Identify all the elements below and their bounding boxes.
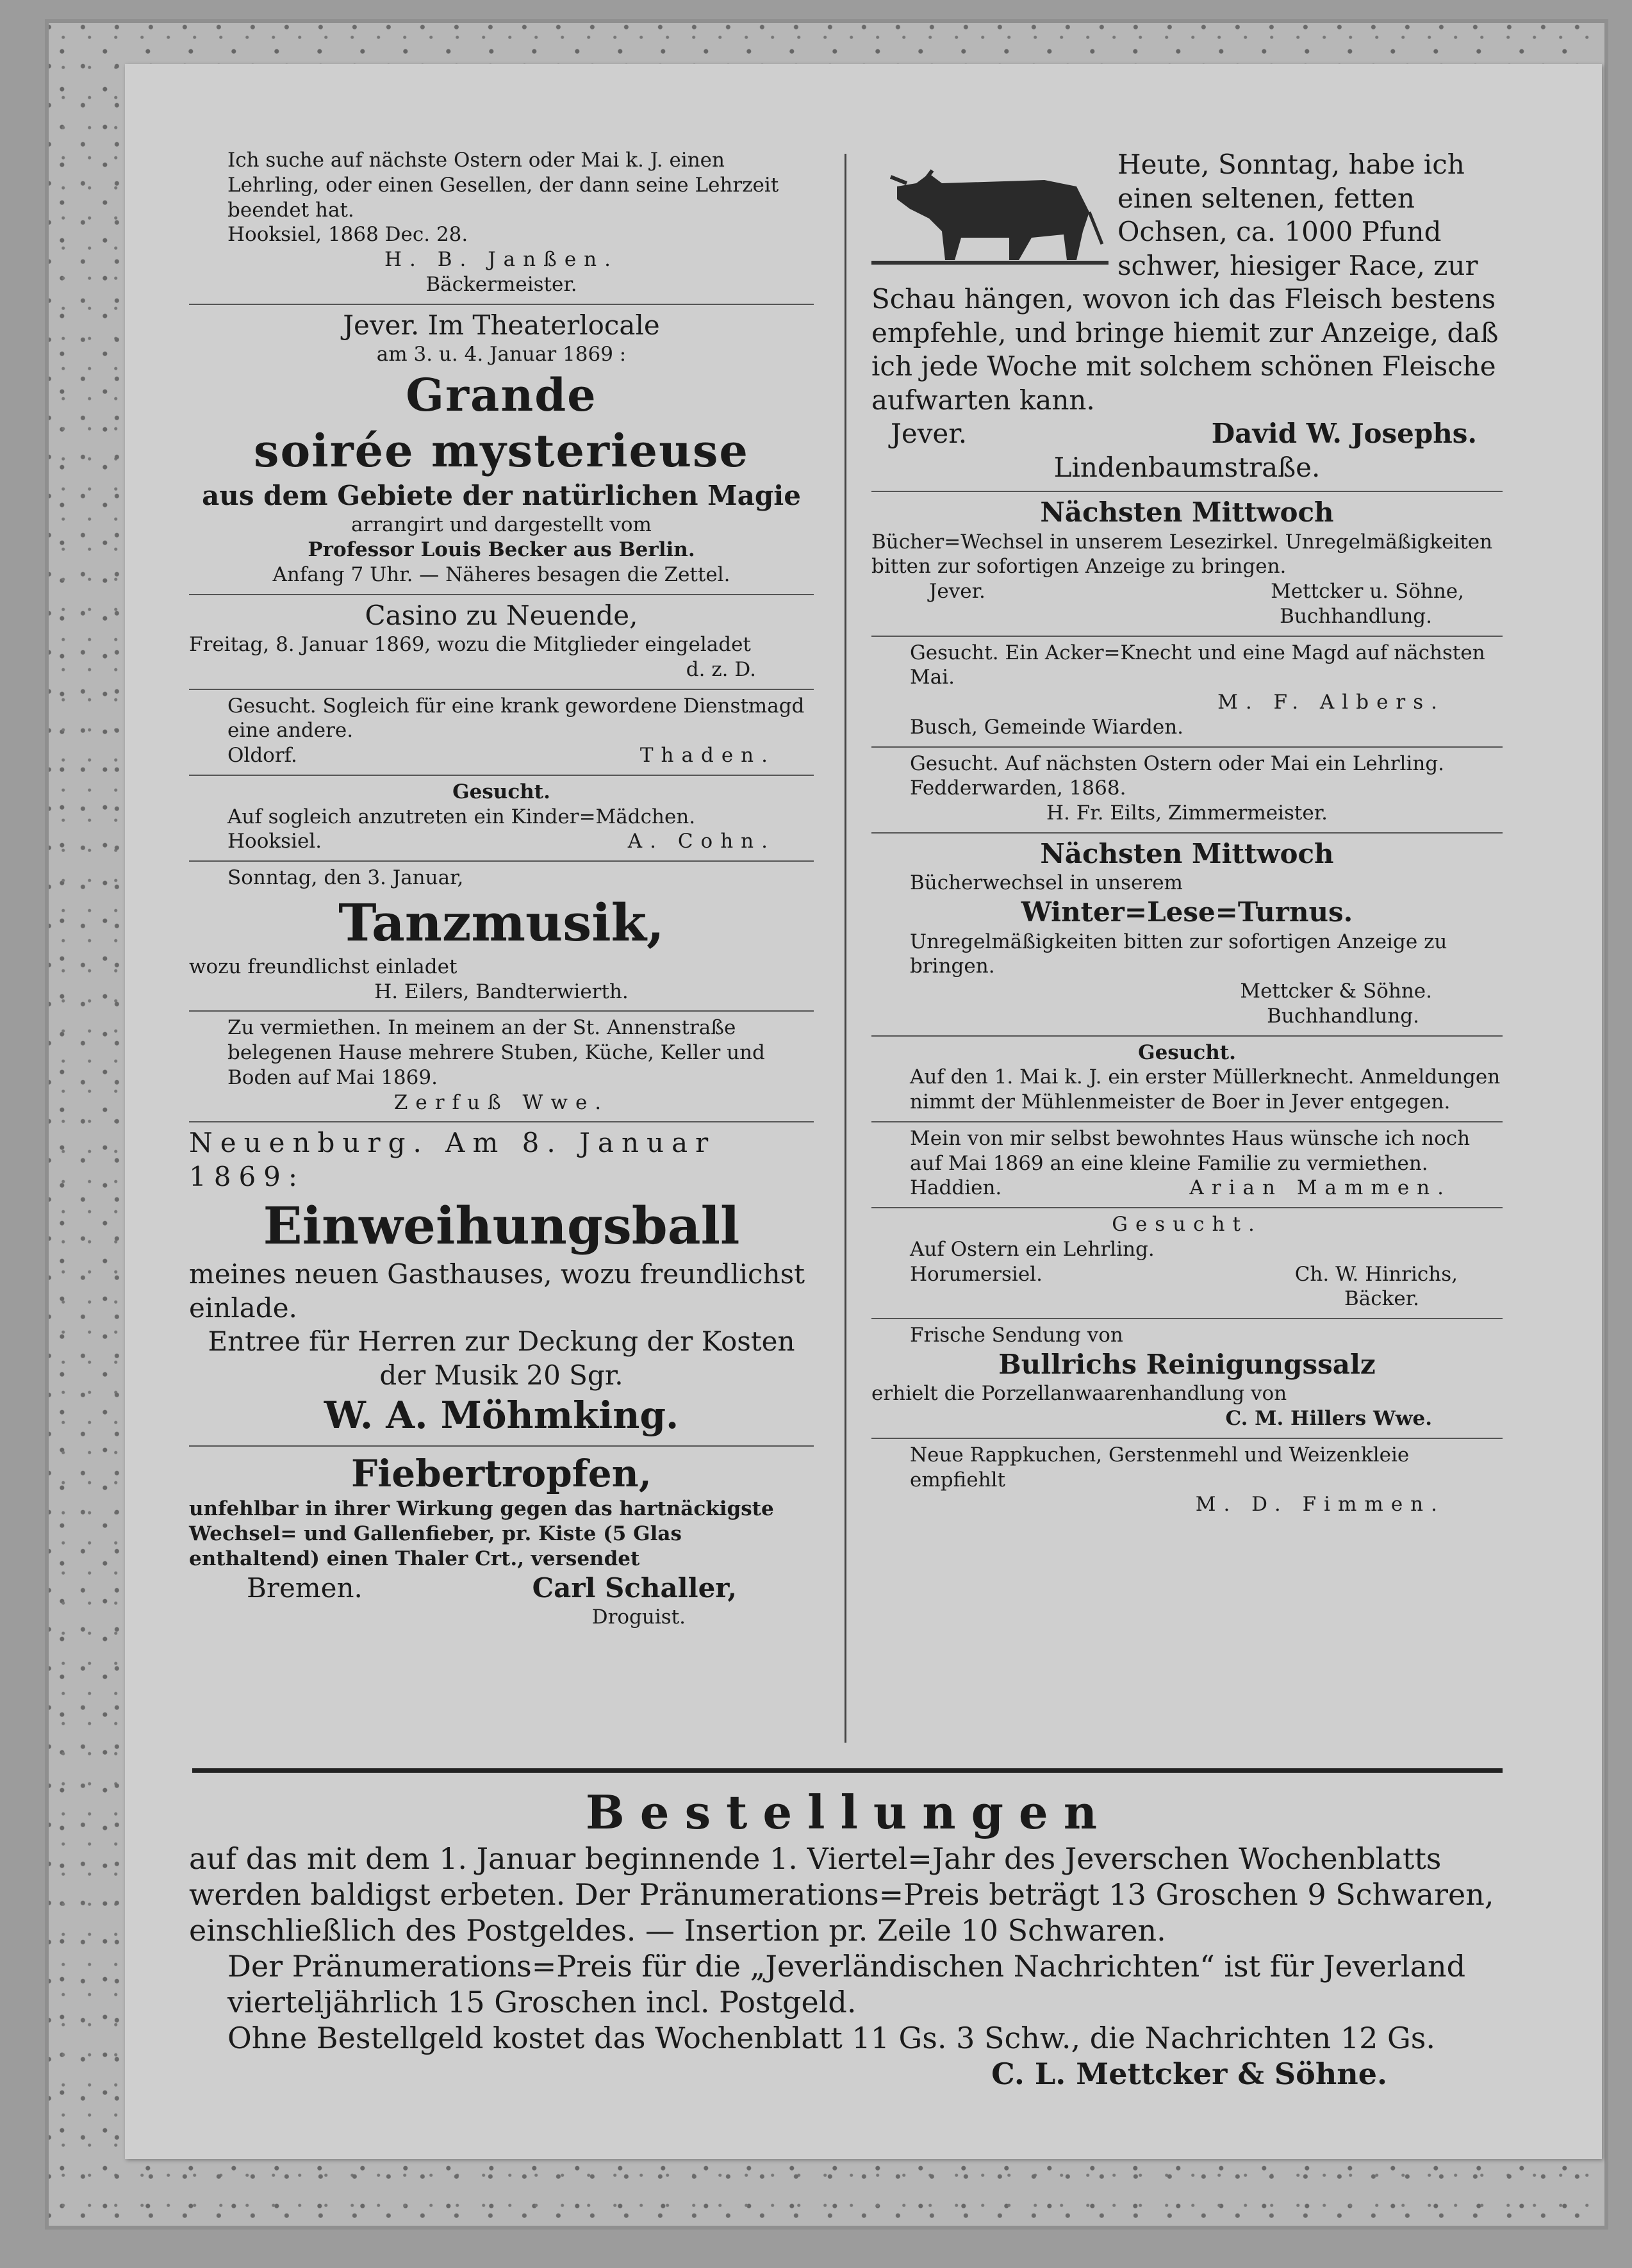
ad-casino: Casino zu Neuende, Freitag, 8. Januar 1869, wozu die Mitglieder eingeladet d. z. D.	[189, 595, 814, 690]
ad-maid-wanted: Gesucht. Sogleich für eine krank gewordene Dienstmagd eine andere. Oldorf. Thaden.	[189, 690, 814, 776]
ad-fever-drops: Fiebertropfen, unfehlbar in ihrer Wirkung gegen das hartnäckigste Wechsel= und Gallenfieber, pr. Kiste (5 Glas enthaltend) einen Thaler Crt., versendet Bremen. Carl Schaller, Droguist.	[189, 1451, 774, 1629]
ad-soiree: Jever. Im Theaterlocale am 3. u. 4. Januar 1869 : Grande soirée mysterieuse aus dem Gebiete der natürlichen Magie arrangirt und dargestellt vom Professor Louis Becker aus Berlin. Anfang 7 Uhr. — Näheres besagen die Zettel.	[189, 305, 814, 595]
ad-baker-apprentice: Gesucht. Auf Ostern ein Lehrling. Horumersiel. Ch. W. Hinrichs, Bäcker.	[871, 1208, 1503, 1319]
ad-winter-reading: Nächsten Mittwoch Bücherwechsel in unserem Winter=Lese=Turnus. Unregelmäßigkeiten bitten zur sofortigen Anzeige zu bringen. Mettcker & Söhne. Buchhandlung.	[871, 834, 1503, 1037]
ad-rapeseed: Neue Rappkuchen, Gerstenmehl und Weizenkleie empfiehlt M. D. Fimmen.	[910, 1443, 1445, 1516]
ad-ox: Heute, Sonntag, habe ich einen seltenen, fetten Ochsen, ca. 1000 Pfund schwer, hiesiger Race, zur Schau hängen, wovon ich das Fleisch bestens empfehle, und bringe hiemit zur Anzeige, daß ich jede Woche mit solchem schönen Fleische aufwarten kann. Jever. David W. Josephs. Lindenbaumstraße.	[871, 144, 1503, 492]
ad-dance: Sonntag, den 3. Januar, Tanzmusik, wozu freundlichst einladet H. Eilers, Bandterwierth.	[189, 862, 814, 1012]
ad-farmhand: Gesucht. Ein Acker=Knecht und eine Magd auf nächsten Mai. M. F. Albers. Busch, Gemeinde Wiarden.	[871, 637, 1503, 748]
subscription-notice: Bestellungen auf das mit dem 1. Januar beginnende 1. Viertel=Jahr des Jeverschen Wochenblatts werden baldigst erbeten. Der Pränumerations=Preis beträgt 13 Groschen 9 Schwaren, einschließlich des Postgeldes. — Insertion pr. Zeile 10 Schwaren. Der Pränumerations=Preis für die „Jeverländischen Nachrichten“ ist für Jeverland vierteljährlich 15 Groschen incl. Postgeld. Ohne Bestellgeld kostet das Wochenblatt 11 Gs. 3 Schw., die Nachrichten 12 Gs. C. L. Mettcker & Söhne.	[189, 1785, 1494, 2092]
left-column	[189, 144, 814, 1636]
ad-ball: Neuenburg. Am 8. Januar 1869: Einweihungsball meines neuen Gasthauses, wozu freundlichst einlade. Entree für Herren zur Deckung der Kosten der Musik 20 Sgr. W. A. Möhmking.	[189, 1122, 814, 1447]
ad-rent: Zu vermiethen. In meinem an der St. Annenstraße belegenen Hause mehrere Stuben, Küche, Keller und Boden auf Mai 1869. Zerfuß Wwe.	[189, 1012, 814, 1122]
ad-nanny-wanted: Gesucht. Auf sogleich anzutreten ein Kinder=Mädchen. Hooksiel. A. Cohn.	[189, 776, 814, 862]
ad-cleaning-salt: Frische Sendung von Bullrichs Reinigungssalz erhielt die Porzellanwaarenhandlung von C. M. Hillers Wwe.	[871, 1319, 1503, 1439]
footer-rule	[192, 1768, 1503, 1773]
column-divider	[845, 154, 846, 1743]
ox-illustration	[871, 148, 1109, 270]
ad-miller: Gesucht. Auf den 1. Mai k. J. ein erster Müllerknecht. Anmeldungen nimmt der Mühlenmeister de Boer in Jever entgegen.	[871, 1037, 1503, 1122]
ad-apprentice-baker: Ich suche auf nächste Ostern oder Mai k. J. einen Lehrling, oder einen Gesellen, der dann seine Lehrzeit beendet hat. Hooksiel, 1868 Dec. 28. H. B. Janßen. Bäckermeister.	[189, 144, 814, 305]
ad-apprentice-carpenter: Gesucht. Auf nächsten Ostern oder Mai ein Lehrling. Fedderwarden, 1868. H. Fr. Eilts, Zimmermeister.	[871, 748, 1503, 834]
ad-house-rent: Mein von mir selbst bewohntes Haus wünsche ich noch auf Mai 1869 an eine kleine Familie zu vermiethen. Haddien. Arian Mammen.	[871, 1122, 1503, 1208]
ad-book-exchange: Nächsten Mittwoch Bücher=Wechsel in unserem Lesezirkel. Unregelmäßigkeiten bitten zur sofortigen Anzeige zu bringen. Jever. Mettcker u. Söhne, Buchhandlung.	[871, 492, 1503, 637]
right-column	[871, 144, 1503, 1524]
